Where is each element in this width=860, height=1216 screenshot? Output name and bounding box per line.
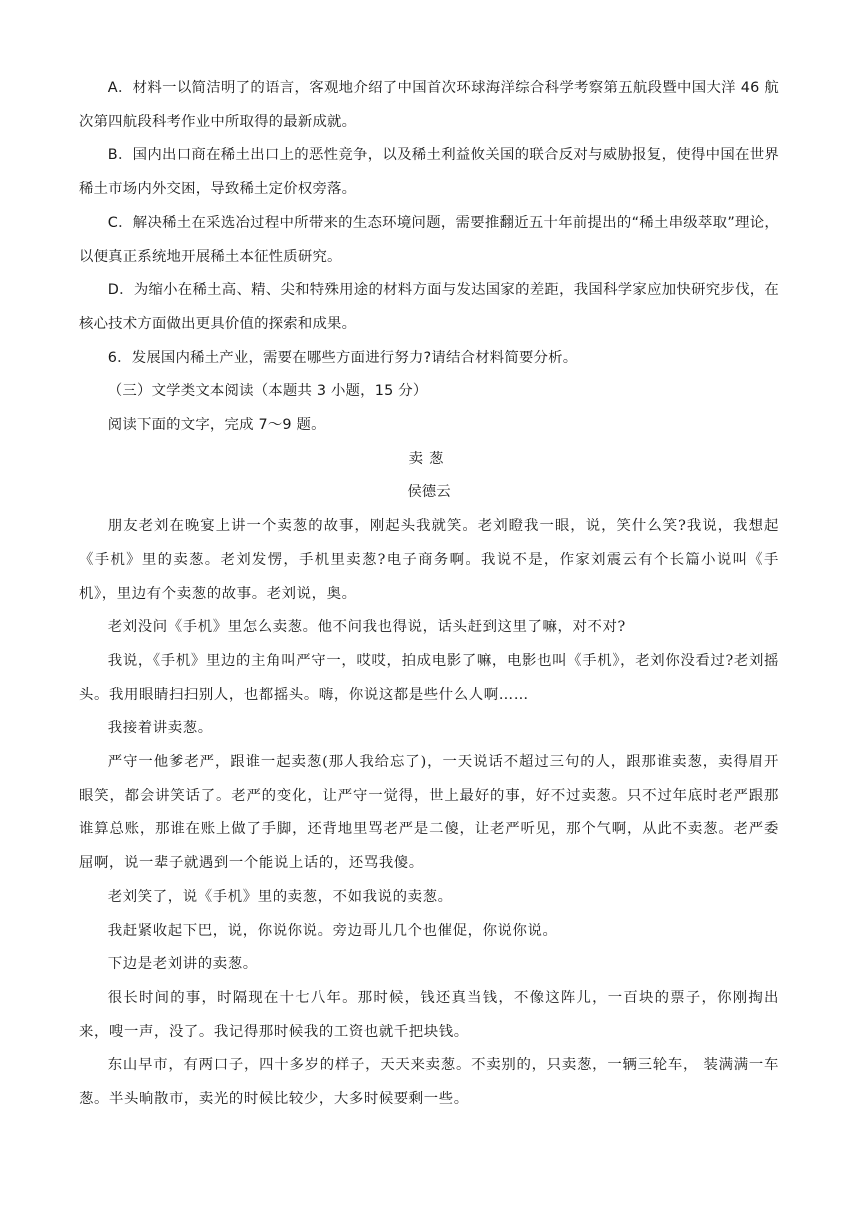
story-paragraph: 下边是老刘讲的卖葱。 <box>107 956 258 973</box>
story-paragraph: 我接着讲卖葱。 <box>107 720 213 737</box>
document-content <box>79 72 779 1117</box>
story-paragraph: 老刘没问《手机》里怎么卖葱。他不问我也得说，话头赶到这里了嘛，对不对? <box>107 619 626 636</box>
story-paragraph: 东山早市，有两口子，四十多岁的样子，天天来卖葱。不卖别的，只卖葱，一辆三轮车， 装满满一车葱。半头晌散市，卖光的时候比较少，大多时候要剩一些。 <box>79 1057 779 1108</box>
question-6: 6．发展国内稀土产业，需要在哪些方面进行努力?请结合材料简要分析。 <box>107 349 578 366</box>
section-header: （三）文学类文本阅读（本题共 3 小题，15 分） <box>107 383 428 400</box>
reading-instruction: 阅读下面的文字，完成 7～9 题。 <box>107 417 326 434</box>
story-author: 侯德云 <box>407 484 451 501</box>
option-d: D．为缩小在稀土高、精、尖和特殊用途的材料方面与发达国家的差距，我国科学家应加快研究步伐，在核心技术方面做出更具价值的探索和成果。 <box>79 282 779 332</box>
story-paragraph: 严守一他爹老严，跟谁一起卖葱(那人我给忘了)，一天说话不超过三句的人，跟那谁卖葱，卖得眉开眼笑，都会讲笑话了。老严的变化，让严守一觉得，世上最好的事，好不过卖葱。只不过年底时老严跟那谁算总账，那谁在账上做了手脚，还背地里骂老严是二傻，让老严听见，那个气啊，从此不卖葱。老严委屈啊，说一辈子就遇到一个能说上话的，还骂我傻。 <box>79 754 779 872</box>
story-paragraph: 朋友老刘在晚宴上讲一个卖葱的故事，刚起头我就笑。老刘瞪我一眼，说，笑什么笑?我说，我想起《手机》里的卖葱。老刘发愣，手机里卖葱?电子商务啊。我说不是，作家刘震云有个长篇小说叫《手机》，里边有个卖葱的故事。老刘说，奥。 <box>79 518 779 602</box>
story-title: 卖葱 <box>408 450 450 467</box>
option-b: B．国内出口商在稀土出口上的恶性竞争，以及稀土利益攸关国的联合反对与威胁报复，使得中国在世界稀土市场内外交困，导致稀土定价权旁落。 <box>79 147 779 198</box>
option-a: A．材料一以简洁明了的语言，客观地介绍了中国首次环球海洋综合科学考察第五航段暨中国大洋 46 航次第四航段科考作业中所取得的最新成就。 <box>79 80 779 130</box>
story-paragraph: 老刘笑了，说《手机》里的卖葱，不如我说的卖葱。 <box>107 888 453 905</box>
option-c: C．解决稀土在采选冶过程中所带来的生态环境问题，需要推翻近五十年前提出的“稀土串级萃取”理论，以便真正系统地开展稀土本征性质研究。 <box>79 214 779 265</box>
story-paragraph: 我说，《手机》里边的主角叫严守一，哎哎，拍成电影了嘛，电影也叫《手机》，老刘你没看过?老刘摇头。我用眼睛扫扫别人，也都摇头。嗨，你说这都是些什么人啊…… <box>79 652 779 703</box>
story-paragraph: 很长时间的事，时隔现在十七八年。那时候，钱还真当钱，不像这阵儿，一百块的票子，你刚掏出来，嗖一声，没了。我记得那时候我的工资也就千把块钱。 <box>79 989 779 1040</box>
story-paragraph: 我赶紧收起下巴，说，你说你说。旁边哥儿几个也催促，你说你说。 <box>107 922 558 939</box>
